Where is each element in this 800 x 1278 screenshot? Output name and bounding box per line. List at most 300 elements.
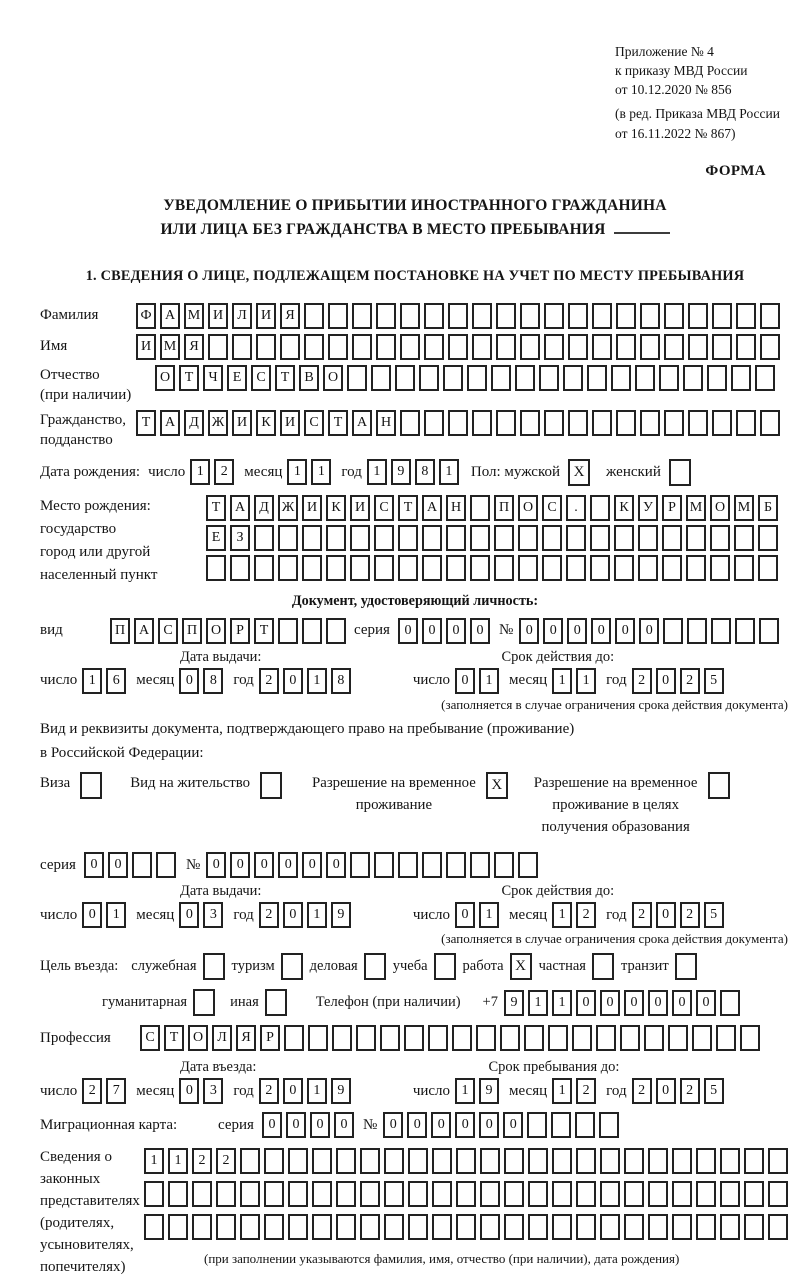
char-cell[interactable] — [528, 1214, 548, 1240]
char-cell[interactable] — [168, 1214, 188, 1240]
char-cell[interactable]: О — [206, 618, 226, 644]
char-cell[interactable] — [663, 618, 683, 644]
char-cell[interactable]: И — [208, 303, 228, 329]
char-cell[interactable]: 0 — [254, 852, 274, 878]
char-cell[interactable]: 1 — [479, 668, 499, 694]
surname-cells[interactable] — [136, 303, 780, 329]
char-cell[interactable] — [672, 1214, 692, 1240]
char-cell[interactable]: Ч — [203, 365, 223, 391]
checkbox-purpose-tourism[interactable] — [281, 953, 303, 980]
char-cell[interactable] — [644, 1025, 664, 1051]
char-cell[interactable] — [542, 555, 562, 581]
birthplace-cells-row1[interactable] — [206, 495, 778, 521]
char-cell[interactable] — [456, 1148, 476, 1174]
char-cell[interactable] — [400, 303, 420, 329]
char-cell[interactable] — [548, 1025, 568, 1051]
char-cell[interactable] — [614, 525, 634, 551]
char-cell[interactable]: О — [323, 365, 343, 391]
char-cell[interactable] — [716, 1025, 736, 1051]
char-cell[interactable] — [710, 525, 730, 551]
char-cell[interactable] — [515, 365, 535, 391]
char-cell[interactable] — [312, 1148, 332, 1174]
char-cell[interactable] — [504, 1148, 524, 1174]
char-cell[interactable] — [446, 525, 466, 551]
char-cell[interactable] — [500, 1025, 520, 1051]
char-cell[interactable] — [640, 410, 660, 436]
char-cell[interactable]: А — [352, 410, 372, 436]
char-cell[interactable]: 0 — [479, 1112, 499, 1138]
char-cell[interactable]: Д — [184, 410, 204, 436]
char-cell[interactable] — [544, 303, 564, 329]
char-cell[interactable] — [720, 1181, 740, 1207]
char-cell[interactable]: 0 — [624, 990, 644, 1016]
char-cell[interactable] — [662, 555, 682, 581]
doc-series-cells[interactable] — [398, 618, 490, 644]
char-cell[interactable] — [374, 555, 394, 581]
char-cell[interactable] — [544, 334, 564, 360]
char-cell[interactable]: 1 — [168, 1148, 188, 1174]
char-cell[interactable] — [432, 1181, 452, 1207]
char-cell[interactable]: 0 — [600, 990, 620, 1016]
char-cell[interactable]: 0 — [470, 618, 490, 644]
char-cell[interactable] — [744, 1214, 764, 1240]
char-cell[interactable]: 0 — [179, 1078, 199, 1104]
char-cell[interactable] — [400, 410, 420, 436]
char-cell[interactable] — [256, 334, 276, 360]
char-cell[interactable]: 9 — [504, 990, 524, 1016]
char-cell[interactable] — [527, 1112, 547, 1138]
char-cell[interactable]: Л — [232, 303, 252, 329]
char-cell[interactable] — [446, 555, 466, 581]
char-cell[interactable]: Д — [254, 495, 274, 521]
char-cell[interactable] — [384, 1214, 404, 1240]
permit-series-cells[interactable] — [84, 852, 176, 878]
char-cell[interactable] — [672, 1181, 692, 1207]
char-cell[interactable] — [472, 410, 492, 436]
char-cell[interactable]: 0 — [302, 852, 322, 878]
char-cell[interactable] — [360, 1148, 380, 1174]
char-cell[interactable] — [352, 303, 372, 329]
char-cell[interactable]: С — [374, 495, 394, 521]
char-cell[interactable] — [648, 1148, 668, 1174]
char-cell[interactable] — [744, 1148, 764, 1174]
char-cell[interactable]: С — [251, 365, 271, 391]
char-cell[interactable] — [288, 1181, 308, 1207]
char-cell[interactable] — [480, 1181, 500, 1207]
char-cell[interactable] — [518, 555, 538, 581]
char-cell[interactable]: 0 — [615, 618, 635, 644]
char-cell[interactable] — [524, 1025, 544, 1051]
char-cell[interactable]: 3 — [203, 902, 223, 928]
char-cell[interactable]: А — [230, 495, 250, 521]
char-cell[interactable] — [592, 410, 612, 436]
char-cell[interactable]: С — [158, 618, 178, 644]
char-cell[interactable] — [744, 1181, 764, 1207]
char-cell[interactable] — [278, 555, 298, 581]
char-cell[interactable] — [520, 334, 540, 360]
char-cell[interactable]: А — [160, 303, 180, 329]
char-cell[interactable] — [408, 1148, 428, 1174]
char-cell[interactable]: Р — [662, 495, 682, 521]
char-cell[interactable] — [278, 525, 298, 551]
char-cell[interactable]: И — [302, 495, 322, 521]
char-cell[interactable] — [288, 1214, 308, 1240]
char-cell[interactable] — [611, 365, 631, 391]
char-cell[interactable] — [254, 525, 274, 551]
char-cell[interactable] — [424, 303, 444, 329]
char-cell[interactable]: 0 — [639, 618, 659, 644]
char-cell[interactable] — [456, 1181, 476, 1207]
char-cell[interactable] — [422, 555, 442, 581]
char-cell[interactable] — [472, 303, 492, 329]
char-cell[interactable]: У — [638, 495, 658, 521]
char-cell[interactable] — [144, 1181, 164, 1207]
char-cell[interactable] — [446, 852, 466, 878]
char-cell[interactable] — [635, 365, 655, 391]
char-cell[interactable] — [590, 495, 610, 521]
char-cell[interactable] — [528, 1148, 548, 1174]
char-cell[interactable] — [760, 410, 780, 436]
char-cell[interactable] — [380, 1025, 400, 1051]
char-cell[interactable] — [302, 525, 322, 551]
char-cell[interactable]: 0 — [656, 1078, 676, 1104]
char-cell[interactable]: 0 — [567, 618, 587, 644]
char-cell[interactable] — [328, 334, 348, 360]
char-cell[interactable]: 0 — [455, 1112, 475, 1138]
char-cell[interactable] — [496, 303, 516, 329]
char-cell[interactable] — [662, 525, 682, 551]
char-cell[interactable]: Е — [227, 365, 247, 391]
char-cell[interactable]: 0 — [283, 1078, 303, 1104]
char-cell[interactable] — [672, 1148, 692, 1174]
char-cell[interactable] — [304, 334, 324, 360]
char-cell[interactable] — [504, 1181, 524, 1207]
char-cell[interactable]: С — [140, 1025, 160, 1051]
char-cell[interactable] — [552, 1214, 572, 1240]
char-cell[interactable] — [740, 1025, 760, 1051]
char-cell[interactable] — [192, 1214, 212, 1240]
char-cell[interactable]: Ж — [208, 410, 228, 436]
checkbox-sex-female[interactable] — [669, 459, 691, 486]
char-cell[interactable] — [575, 1112, 595, 1138]
char-cell[interactable] — [398, 852, 418, 878]
char-cell[interactable]: Т — [254, 618, 274, 644]
checkbox-purpose-humanitarian[interactable] — [193, 989, 215, 1016]
char-cell[interactable]: 9 — [331, 902, 351, 928]
char-cell[interactable] — [156, 852, 176, 878]
char-cell[interactable] — [132, 852, 152, 878]
char-cell[interactable]: Ф — [136, 303, 156, 329]
char-cell[interactable]: 0 — [656, 902, 676, 928]
checkbox-purpose-other[interactable] — [265, 989, 287, 1016]
char-cell[interactable]: А — [422, 495, 442, 521]
char-cell[interactable] — [552, 1148, 572, 1174]
checkbox-temporary-residence[interactable]: X — [486, 772, 508, 799]
char-cell[interactable]: 2 — [214, 459, 234, 485]
char-cell[interactable] — [432, 1148, 452, 1174]
checkbox-purpose-transit[interactable] — [675, 953, 697, 980]
checkbox-residence-permit[interactable] — [260, 772, 282, 799]
char-cell[interactable]: 8 — [415, 459, 435, 485]
char-cell[interactable] — [192, 1181, 212, 1207]
char-cell[interactable] — [216, 1181, 236, 1207]
char-cell[interactable]: 0 — [262, 1112, 282, 1138]
char-cell[interactable] — [448, 334, 468, 360]
char-cell[interactable] — [664, 334, 684, 360]
char-cell[interactable]: 0 — [283, 902, 303, 928]
char-cell[interactable] — [491, 365, 511, 391]
char-cell[interactable]: 0 — [108, 852, 128, 878]
checkbox-education-residence[interactable] — [708, 772, 730, 799]
char-cell[interactable]: Т — [179, 365, 199, 391]
char-cell[interactable]: 0 — [519, 618, 539, 644]
char-cell[interactable]: О — [188, 1025, 208, 1051]
char-cell[interactable] — [374, 852, 394, 878]
char-cell[interactable] — [470, 495, 490, 521]
representatives-cells-row3[interactable] — [144, 1214, 788, 1240]
char-cell[interactable] — [664, 410, 684, 436]
char-cell[interactable]: 2 — [680, 1078, 700, 1104]
char-cell[interactable] — [254, 555, 274, 581]
char-cell[interactable] — [404, 1025, 424, 1051]
char-cell[interactable] — [264, 1181, 284, 1207]
char-cell[interactable]: 1 — [307, 668, 327, 694]
char-cell[interactable]: Ж — [278, 495, 298, 521]
char-cell[interactable] — [568, 410, 588, 436]
char-cell[interactable] — [470, 525, 490, 551]
char-cell[interactable]: И — [350, 495, 370, 521]
char-cell[interactable] — [350, 555, 370, 581]
char-cell[interactable]: 1 — [311, 459, 331, 485]
char-cell[interactable] — [350, 525, 370, 551]
char-cell[interactable] — [624, 1148, 644, 1174]
char-cell[interactable]: Т — [164, 1025, 184, 1051]
char-cell[interactable] — [760, 303, 780, 329]
char-cell[interactable]: П — [494, 495, 514, 521]
char-cell[interactable] — [422, 852, 442, 878]
char-cell[interactable]: 2 — [82, 1078, 102, 1104]
char-cell[interactable]: Т — [398, 495, 418, 521]
char-cell[interactable] — [616, 303, 636, 329]
char-cell[interactable]: 0 — [334, 1112, 354, 1138]
char-cell[interactable] — [596, 1025, 616, 1051]
char-cell[interactable] — [692, 1025, 712, 1051]
char-cell[interactable]: 9 — [479, 1078, 499, 1104]
char-cell[interactable] — [518, 525, 538, 551]
char-cell[interactable] — [312, 1214, 332, 1240]
char-cell[interactable] — [587, 365, 607, 391]
char-cell[interactable]: 0 — [283, 668, 303, 694]
char-cell[interactable] — [720, 990, 740, 1016]
char-cell[interactable] — [428, 1025, 448, 1051]
char-cell[interactable] — [400, 334, 420, 360]
char-cell[interactable] — [518, 852, 538, 878]
char-cell[interactable] — [616, 410, 636, 436]
char-cell[interactable]: 0 — [82, 902, 102, 928]
doc-kind-cells[interactable] — [110, 618, 346, 644]
char-cell[interactable]: 1 — [455, 1078, 475, 1104]
char-cell[interactable]: 0 — [407, 1112, 427, 1138]
char-cell[interactable]: Н — [376, 410, 396, 436]
char-cell[interactable] — [168, 1181, 188, 1207]
char-cell[interactable]: 1 — [552, 902, 572, 928]
char-cell[interactable] — [350, 852, 370, 878]
char-cell[interactable]: 2 — [259, 1078, 279, 1104]
char-cell[interactable] — [542, 525, 562, 551]
char-cell[interactable]: С — [304, 410, 324, 436]
char-cell[interactable]: 1 — [190, 459, 210, 485]
char-cell[interactable]: 1 — [552, 990, 572, 1016]
char-cell[interactable] — [758, 555, 778, 581]
char-cell[interactable] — [710, 555, 730, 581]
char-cell[interactable] — [374, 525, 394, 551]
char-cell[interactable]: Я — [236, 1025, 256, 1051]
char-cell[interactable]: 2 — [680, 668, 700, 694]
char-cell[interactable] — [494, 555, 514, 581]
profession-cells[interactable] — [140, 1025, 760, 1051]
char-cell[interactable]: Н — [446, 495, 466, 521]
char-cell[interactable] — [683, 365, 703, 391]
migration-number-cells[interactable] — [383, 1112, 619, 1138]
char-cell[interactable] — [206, 555, 226, 581]
char-cell[interactable]: Т — [328, 410, 348, 436]
birthplace-cells-row2[interactable] — [206, 525, 778, 551]
char-cell[interactable] — [347, 365, 367, 391]
char-cell[interactable]: Е — [206, 525, 226, 551]
char-cell[interactable] — [736, 334, 756, 360]
char-cell[interactable]: А — [134, 618, 154, 644]
char-cell[interactable]: 0 — [383, 1112, 403, 1138]
char-cell[interactable] — [759, 618, 779, 644]
char-cell[interactable] — [408, 1181, 428, 1207]
char-cell[interactable] — [384, 1148, 404, 1174]
char-cell[interactable] — [360, 1214, 380, 1240]
char-cell[interactable] — [566, 525, 586, 551]
char-cell[interactable] — [480, 1214, 500, 1240]
char-cell[interactable] — [688, 334, 708, 360]
checkbox-purpose-work[interactable]: X — [510, 953, 532, 980]
char-cell[interactable]: 1 — [144, 1148, 164, 1174]
char-cell[interactable] — [568, 334, 588, 360]
char-cell[interactable] — [688, 303, 708, 329]
char-cell[interactable] — [711, 618, 731, 644]
char-cell[interactable] — [640, 303, 660, 329]
char-cell[interactable] — [735, 618, 755, 644]
char-cell[interactable] — [470, 555, 490, 581]
char-cell[interactable] — [395, 365, 415, 391]
char-cell[interactable] — [758, 525, 778, 551]
char-cell[interactable]: 5 — [704, 668, 724, 694]
char-cell[interactable] — [520, 410, 540, 436]
char-cell[interactable] — [576, 1214, 596, 1240]
char-cell[interactable]: П — [182, 618, 202, 644]
char-cell[interactable] — [551, 1112, 571, 1138]
char-cell[interactable] — [452, 1025, 472, 1051]
char-cell[interactable] — [312, 1181, 332, 1207]
char-cell[interactable]: 2 — [632, 1078, 652, 1104]
char-cell[interactable] — [600, 1148, 620, 1174]
char-cell[interactable] — [264, 1148, 284, 1174]
char-cell[interactable] — [472, 334, 492, 360]
char-cell[interactable] — [755, 365, 775, 391]
char-cell[interactable]: И — [232, 410, 252, 436]
char-cell[interactable]: 0 — [576, 990, 596, 1016]
char-cell[interactable] — [240, 1214, 260, 1240]
char-cell[interactable] — [443, 365, 463, 391]
char-cell[interactable]: Р — [260, 1025, 280, 1051]
char-cell[interactable]: 1 — [307, 1078, 327, 1104]
representatives-cells-row2[interactable] — [144, 1181, 788, 1207]
char-cell[interactable] — [566, 555, 586, 581]
char-cell[interactable] — [712, 410, 732, 436]
char-cell[interactable] — [336, 1148, 356, 1174]
char-cell[interactable]: И — [256, 303, 276, 329]
char-cell[interactable] — [467, 365, 487, 391]
char-cell[interactable] — [232, 334, 252, 360]
char-cell[interactable] — [424, 334, 444, 360]
char-cell[interactable] — [424, 410, 444, 436]
firstname-cells[interactable] — [136, 334, 780, 360]
char-cell[interactable]: 1 — [367, 459, 387, 485]
char-cell[interactable] — [686, 525, 706, 551]
checkbox-purpose-private[interactable] — [592, 953, 614, 980]
char-cell[interactable]: М — [184, 303, 204, 329]
char-cell[interactable]: 1 — [307, 902, 327, 928]
char-cell[interactable] — [280, 334, 300, 360]
char-cell[interactable]: 2 — [259, 902, 279, 928]
char-cell[interactable]: 9 — [331, 1078, 351, 1104]
char-cell[interactable]: 1 — [552, 668, 572, 694]
char-cell[interactable]: И — [136, 334, 156, 360]
char-cell[interactable]: 9 — [391, 459, 411, 485]
char-cell[interactable] — [336, 1181, 356, 1207]
char-cell[interactable] — [494, 525, 514, 551]
char-cell[interactable] — [590, 525, 610, 551]
char-cell[interactable]: Я — [280, 303, 300, 329]
char-cell[interactable]: 1 — [439, 459, 459, 485]
char-cell[interactable] — [408, 1214, 428, 1240]
char-cell[interactable] — [686, 555, 706, 581]
char-cell[interactable]: 0 — [455, 902, 475, 928]
char-cell[interactable] — [278, 618, 298, 644]
char-cell[interactable]: 0 — [422, 618, 442, 644]
char-cell[interactable] — [448, 410, 468, 436]
char-cell[interactable] — [308, 1025, 328, 1051]
char-cell[interactable]: 0 — [286, 1112, 306, 1138]
char-cell[interactable] — [360, 1181, 380, 1207]
char-cell[interactable] — [326, 525, 346, 551]
char-cell[interactable]: Т — [136, 410, 156, 436]
char-cell[interactable]: 0 — [84, 852, 104, 878]
char-cell[interactable] — [576, 1148, 596, 1174]
char-cell[interactable]: 5 — [704, 902, 724, 928]
char-cell[interactable] — [494, 852, 514, 878]
char-cell[interactable] — [208, 334, 228, 360]
char-cell[interactable] — [520, 303, 540, 329]
permit-number-cells[interactable] — [206, 852, 538, 878]
char-cell[interactable]: 8 — [203, 668, 223, 694]
checkbox-sex-male[interactable]: X — [568, 459, 590, 486]
char-cell[interactable] — [398, 525, 418, 551]
char-cell[interactable] — [302, 618, 322, 644]
char-cell[interactable] — [736, 410, 756, 436]
char-cell[interactable] — [576, 1181, 596, 1207]
char-cell[interactable] — [371, 365, 391, 391]
char-cell[interactable] — [284, 1025, 304, 1051]
char-cell[interactable]: 0 — [179, 902, 199, 928]
char-cell[interactable] — [572, 1025, 592, 1051]
char-cell[interactable]: . — [566, 495, 586, 521]
